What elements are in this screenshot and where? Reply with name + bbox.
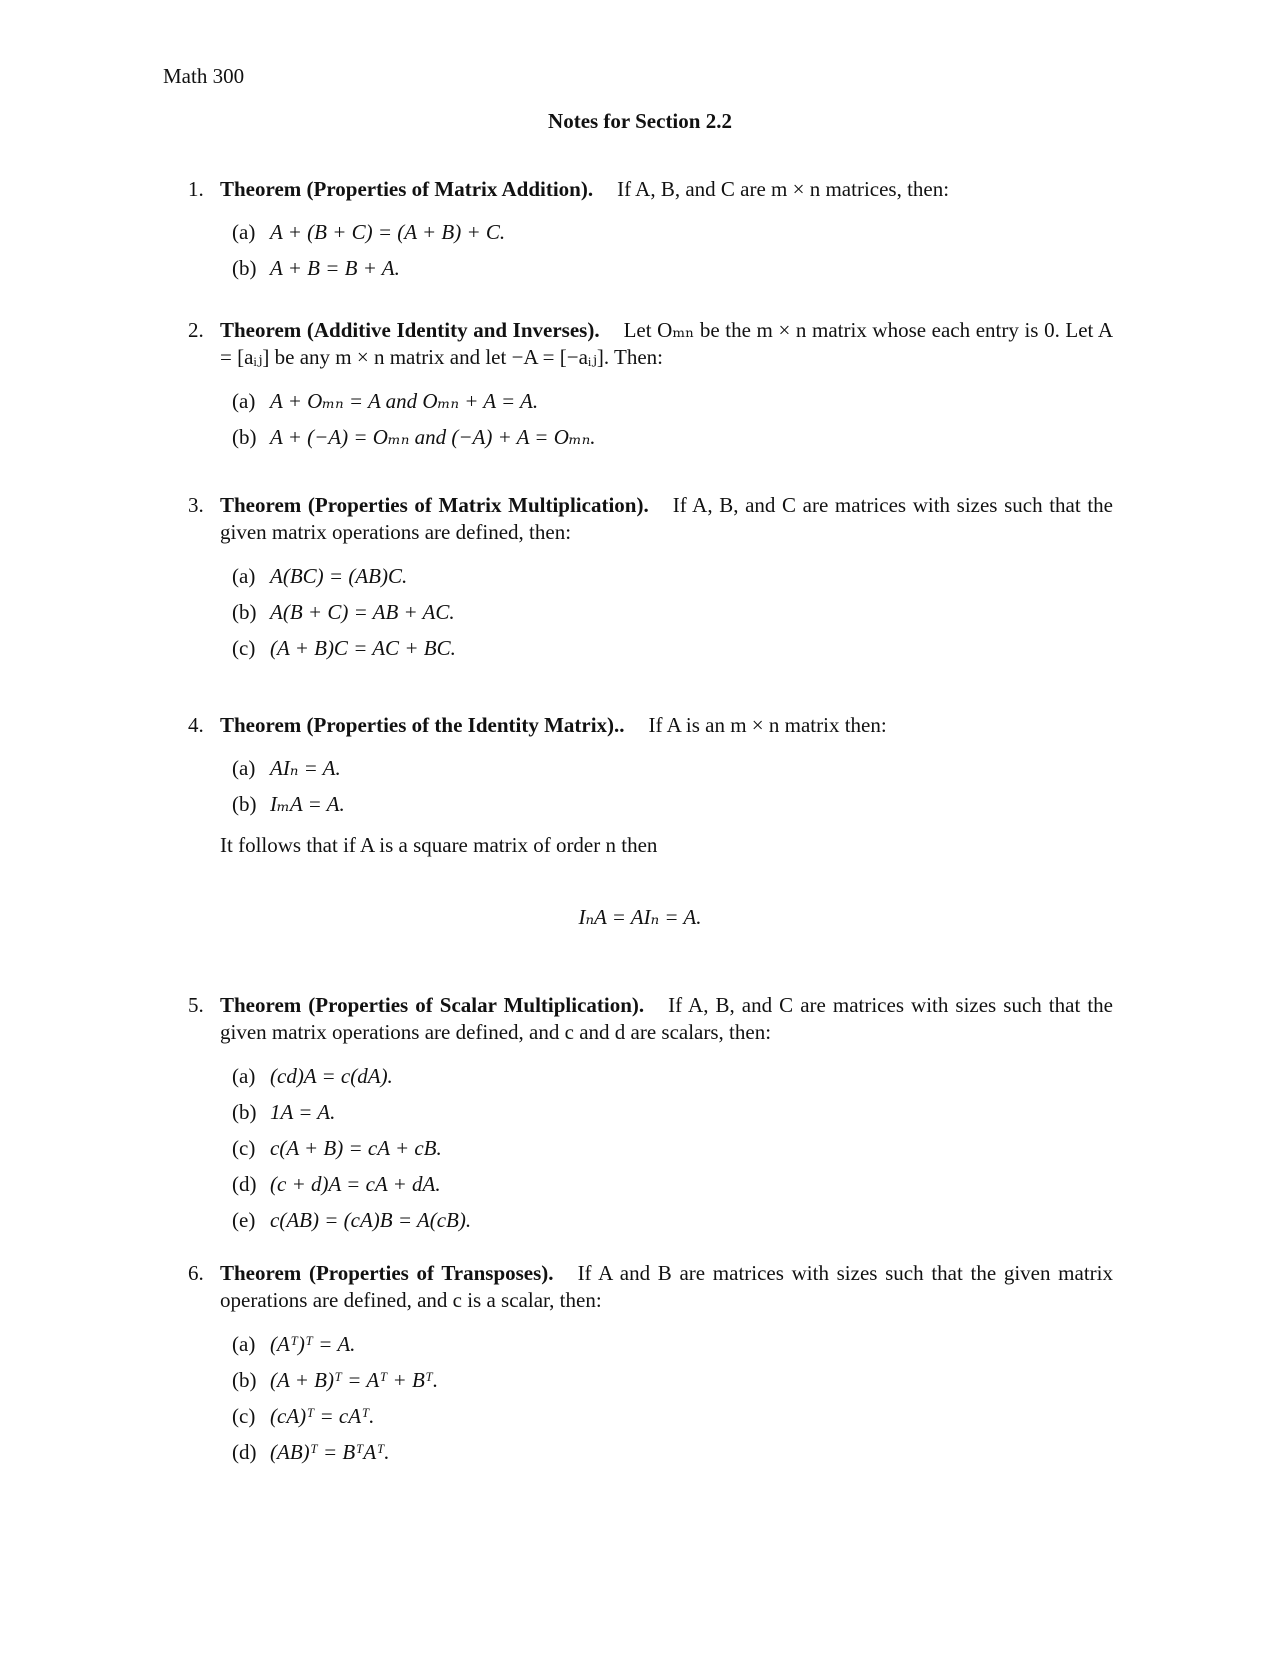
- item-label: (a): [232, 388, 256, 413]
- property-item: [232, 1403, 1113, 1430]
- item-formula: A + B = B + A.: [270, 256, 400, 281]
- property-item: [232, 755, 1113, 782]
- theorem-title: Theorem (Properties of Transposes).: [220, 1261, 554, 1285]
- item-formula: AIₙ = A.: [270, 756, 341, 781]
- theorem-3: [188, 492, 1113, 671]
- property-item: [232, 1367, 1113, 1394]
- item-formula: (c + d)A = cA + dA.: [270, 1171, 441, 1196]
- property-item: [232, 1331, 1113, 1358]
- property-list: [232, 388, 1113, 451]
- property-item: [232, 424, 1113, 451]
- theorem-heading: [188, 992, 1113, 1047]
- theorem-title: Theorem (Properties of the Identity Matrix)..: [220, 713, 625, 737]
- theorem-2: [188, 317, 1113, 460]
- property-item: [232, 1135, 1113, 1162]
- property-item: [232, 791, 1113, 818]
- theorem-5: [188, 992, 1113, 1243]
- item-formula: (cd)A = c(dA).: [270, 1063, 393, 1088]
- theorem-heading: [188, 1260, 1113, 1315]
- item-formula: A + Oₘₙ = A and Oₘₙ + A = A.: [270, 388, 539, 413]
- theorem-heading: [188, 176, 1113, 203]
- theorem-number: 6.: [188, 1261, 204, 1285]
- item-formula: 1A = A.: [270, 1099, 336, 1124]
- item-label: (b): [232, 1367, 257, 1392]
- item-label: (a): [232, 220, 256, 245]
- theorem-statement: If A, B, and C are matrices with sizes such that the given matrix operations are defined, then:: [220, 493, 1113, 545]
- theorem-number: 4.: [188, 713, 204, 737]
- item-formula: A + (−A) = Oₘₙ and (−A) + A = Oₘₙ.: [270, 424, 596, 449]
- theorem-heading: [188, 317, 1113, 372]
- item-label: (c): [232, 635, 256, 660]
- item-label: (b): [232, 1099, 257, 1124]
- item-label: (e): [232, 1207, 256, 1232]
- property-list: [232, 1063, 1113, 1234]
- theorem-statement: If A, B, and C are m × n matrices, then:: [617, 177, 950, 201]
- property-item: [232, 1171, 1113, 1198]
- property-item: [232, 255, 1113, 282]
- course-label: Math 300: [163, 64, 245, 88]
- item-label: (b): [232, 424, 257, 449]
- property-list: [232, 563, 1113, 662]
- property-item: [232, 219, 1113, 246]
- theorem-statement: Let Oₘₙ be the m × n matrix whose each entry is 0. Let A = [aᵢⱼ] be any m × n matrix and let −A = [−aᵢⱼ]. Then:: [220, 318, 1113, 370]
- item-label: (a): [232, 1063, 256, 1088]
- item-label: (c): [232, 1403, 256, 1428]
- property-item: [232, 563, 1113, 590]
- item-formula: IₘA = A.: [270, 792, 345, 817]
- item-label: (a): [232, 756, 256, 781]
- item-label: (c): [232, 1135, 256, 1160]
- theorem-number: 5.: [188, 993, 204, 1017]
- theorem-heading: [188, 712, 1113, 739]
- item-label: (b): [232, 256, 257, 281]
- theorem-number: 2.: [188, 318, 204, 342]
- property-item: [232, 1099, 1113, 1126]
- item-label: (b): [232, 792, 257, 817]
- property-item: [232, 1439, 1113, 1466]
- item-formula: A(BC) = (AB)C.: [270, 563, 408, 588]
- theorem-statement: If A is an m × n matrix then:: [648, 713, 887, 737]
- theorem-title: Theorem (Properties of Scalar Multiplication).: [220, 993, 645, 1017]
- item-formula: c(A + B) = cA + cB.: [270, 1135, 442, 1160]
- item-label: (a): [232, 1331, 256, 1356]
- theorem-heading: [188, 492, 1113, 547]
- property-list: [232, 219, 1113, 282]
- theorem-note: It follows that if A is a square matrix of order n then: [220, 833, 658, 858]
- item-formula: A(B + C) = AB + AC.: [270, 599, 455, 624]
- page-title: Notes for Section 2.2: [548, 109, 732, 133]
- display-equation: IₙA = AIₙ = A.: [578, 905, 702, 929]
- property-item: [232, 1063, 1113, 1090]
- item-formula: (cA)ᵀ = cAᵀ.: [270, 1403, 375, 1428]
- item-formula: (A + B)C = AC + BC.: [270, 635, 456, 660]
- theorem-title: Theorem (Properties of Matrix Multiplication).: [220, 493, 649, 517]
- property-list: [232, 755, 1113, 818]
- property-item: [232, 599, 1113, 626]
- item-formula: (A + B)ᵀ = Aᵀ + Bᵀ.: [270, 1367, 439, 1392]
- theorem-title: Theorem (Properties of Matrix Addition).: [220, 177, 594, 201]
- item-formula: (Aᵀ)ᵀ = A.: [270, 1331, 356, 1356]
- property-item: [232, 1207, 1113, 1234]
- theorem-4: [188, 712, 1113, 860]
- item-formula: c(AB) = (cA)B = A(cB).: [270, 1207, 472, 1232]
- theorem-number: 1.: [188, 177, 204, 201]
- property-item: [232, 388, 1113, 415]
- theorem-statement: If A and B are matrices with sizes such that the given matrix operations are defined, and c is a scalar, then:: [220, 1261, 1113, 1313]
- item-label: (b): [232, 599, 257, 624]
- item-formula: (AB)ᵀ = BᵀAᵀ.: [270, 1439, 390, 1464]
- theorem-6: [188, 1260, 1113, 1475]
- theorem-title: Theorem (Additive Identity and Inverses).: [220, 318, 600, 342]
- theorem-number: 3.: [188, 493, 204, 517]
- property-item: [232, 635, 1113, 662]
- item-label: (d): [232, 1171, 257, 1196]
- item-label: (d): [232, 1439, 257, 1464]
- theorem-1: [188, 176, 1113, 291]
- item-label: (a): [232, 563, 256, 588]
- theorem-statement: If A, B, and C are matrices with sizes such that the given matrix operations are defined, and c and d are scalars, then:: [220, 993, 1113, 1045]
- item-formula: A + (B + C) = (A + B) + C.: [270, 220, 506, 245]
- property-list: [232, 1331, 1113, 1466]
